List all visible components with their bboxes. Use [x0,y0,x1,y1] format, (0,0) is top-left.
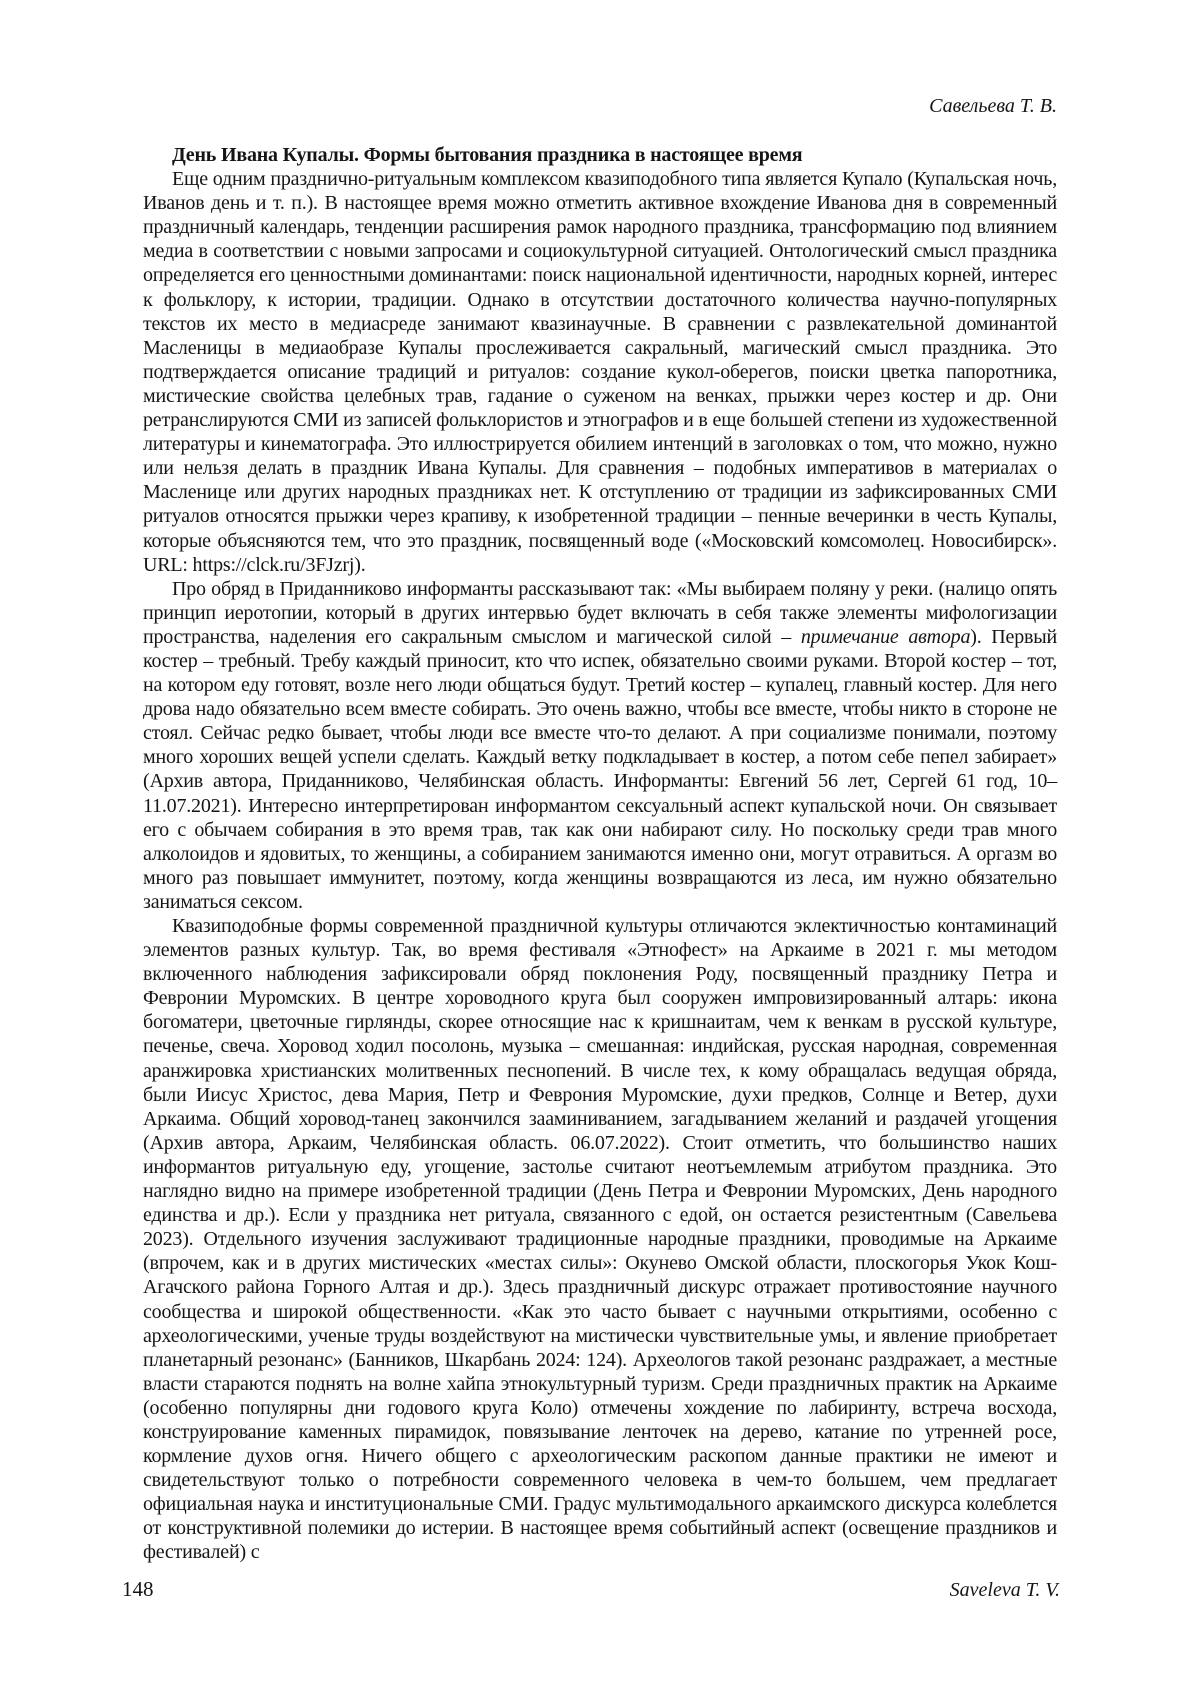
article-body [143,143,1057,1565]
author-note-italic: примечание автора [800,625,971,648]
paragraph-pridannikovo-rite [143,577,1057,914]
page-number: 148 [122,1577,154,1601]
paragraph-kupalo-intro: Еще одним празднично-ритуальным комплексом квазиподобного типа является Купало (Купальская ночь, Иванов день и т. п.). В настоящее время можно отметить активное вхождение Иванова дня в современный праздничный календарь, тенденции расширения рамок народного праздника, трансформацию под влиянием медиа в соответствии с новыми запросами и социокультурной ситуацией. Онтологический смысл праздника определяется его ценностными доминантами: поиск национальной идентичности, народных корней, интерес к фольклору, к истории, традиции. Однако в отсутствии достаточного количества научно-популярных текстов их место в медиасреде занимают квазинаучные. В сравнении с развлекательной доминантой Масленицы в медиаобразе Купалы прослеживается сакральный, магический смысл праздника. Это подтверждается описание традиций и ритуалов: создание кукол-оберегов, поиски цветка папоротника, мистические свойства целебных трав, гадание о суженом на венках, прыжки через костер и др. Они ретранслируются СМИ из записей фольклористов и этнографов и в еще большей степени из художественной литературы и кинематографа. Это иллюстрируется обилием интенций в заголовках о том, что можно, нужно или нельзя делать в праздник Ивана Купалы. Для сравнения – подобных императивов в материалах о Масленице или других народных праздниках нет. К отступлению от традиции из зафиксированных СМИ ритуалов относятся прыжки через крапиву, к изобретенной традиции – пенные вечеринки в честь Купалы, которые объясняются тем, что это праздник, посвященный воде («Московский комсомолец. Новосибирск». URL: https://clck.ru/3FJzrj). [143,168,1057,576]
paragraph-arkaim-ethnofest: Квазиподобные формы современной праздничной культуры отличаются эклектичностью контаминаций элементов разных культур. Так, во время фестиваля «Этнофест» на Аркаиме в 2021 г. мы методом включенного наблюдения зафиксировали обряд поклонения Роду, посвященный празднику Петра и Февронии Муромских. В центре хороводного круга был сооружен импровизированный алтарь: икона богоматери, цветочные гирлянды, скорее относящие нас к кришнаитам, чем к венкам в русской культуре, печенье, свеча. Хоровод ходил посолонь, музыка – смешанная: индийская, русская народная, современная аранжировка христианских молитвенных песнопений. В числе тех, к кому обращалась ведущая обряда, были Иисус Христос, дева Мария, Петр и Феврония Муромские, духи предков, Солнце и Ветер, духи Аркаима. Общий хоровод-танец закончился зааминиванием, загадыванием желаний и раздачей угощения (Архив автора, Аркаим, Челябинская область. 06.07.2022). Стоит отметить, что большинство наших информантов ритуальную еду, угощение, застолье считают неотъемлемым атрибутом праздника. Это наглядно видно на примере изобретенной традиции (День Петра и Февронии Муромских, День народного единства и др.). Если у праздника нет ритуала, связанного с едой, он остается резистентным (Савельева 2023). Отдельного изучения заслуживают традиционные народные праздники, проводимые на Аркаиме (впрочем, как и в других мистических «местах силы»: Окунево Омской области, плоскогорья Укок Кош-Агачского района Горного Алтая и др.). Здесь праздничный дискурс отражает противостояние научного сообщества и широкой общественности. «Как это часто бывает с научными открытиями, особенно с археологическими, ученые труды воздействуют на мистически чувствительные умы, и явление приобретает планетарный резонанс» (Банников, Шкарбань 2024: 124). Археологов такой резонанс раздражает, а местные власти стараются поднять на волне хайпа этнокультурный туризм. Среди праздничных практик на Аркаиме (особенно популярны дни годового круга Коло) отмечены хождение по лабиринту, встреча восхода, конструирование каменных пирамидок, повязывание ленточек на дерево, катание по утренней росе, кормление духов огня. Ничего общего с археологическим раскопом данные практики не имеют и свидетельствуют только о потребности современного человека в чем-то большем, чем предлагает официальная наука и институциональные СМИ. Градус мультимодального аркаимского дискурса колеблется от конструктивной полемики до истерии. В настоящее время событийный аспект (освещение праздников и фестивалей) с [143,915,1057,1564]
footer-author-translit: Saveleva T. V. [949,1579,1060,1601]
running-head-author: Савельева Т. В. [929,95,1057,117]
section-title: День Ивана Купалы. Формы бытования праздника в настоящее время [172,144,803,166]
paragraph-pridannikovo-text-start: Про обряд в Приданниково информанты рассказывают так: «Мы выбираем поляну у реки. (налицо опять принцип иеротопии, который в других интервью будет включать в себя также элементы мифологизации пространства, наделения его сакральным смыслом и магической силой – [143,577,1057,648]
page-footer [122,1577,1060,1603]
paragraph-pridannikovo-text-end: ). Первый костер – требный. Требу каждый приносит, кто что испек, обязательно своими руками. Второй костер – тот, на котором еду готовят, возле него люди общаться будут. Третий костер – купалец, главный костер. Для него дрова надо обязательно всем вместе собирать. Это очень важно, чтобы все вместе, чтобы никто в стороне не стоял. Сейчас редко бывает, чтобы люди все вместе что-то делают. А при социализме понимали, поэтому много хороших вещей успели сделать. Каждый ветку подкладывает в костер, а потом себе пепел забирает» (Архив автора, Приданниково, Челябинская область. Информанты: Евгений 56 лет, Сергей 61 год, 10–11.07.2021). Интересно интерпретирован информантом сексуальный аспект купальской ночи. Он связывает его с обычаем собирания в это время трав, так как они набирают силу. Но поскольку среди трав много алколоидов и ядовитых, то женщины, а собиранием занимаются именно они, могут отравиться. А оргазм во много раз повышает иммунитет, поэтому, когда женщины возвращаются из леса, им нужно обязательно заниматься сексом. [143,625,1057,913]
